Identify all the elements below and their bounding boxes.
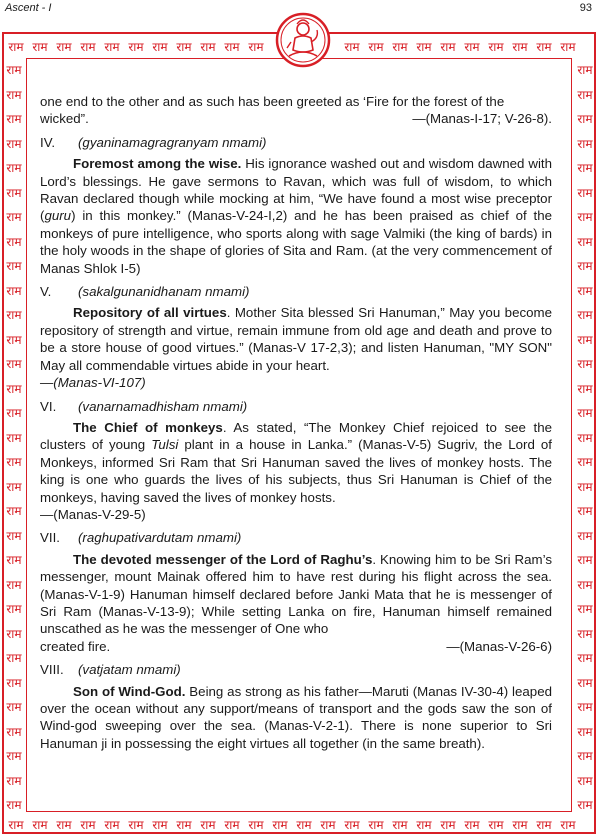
citation: —(Manas-I-17; V-26-8). xyxy=(412,111,552,127)
section-heading-6: VI. (vanarnamadhisham nmami) xyxy=(40,398,248,414)
ram-border-word: राम xyxy=(512,40,528,54)
citation: —(Manas-V-29-5) xyxy=(40,506,146,522)
ram-border-word: राम xyxy=(248,818,264,832)
ram-border-word: राम xyxy=(6,773,22,788)
ram-border-word: राम xyxy=(80,818,96,832)
ram-border-word: राम xyxy=(577,528,593,543)
ram-border-word: राम xyxy=(577,626,593,641)
page-body xyxy=(40,93,552,752)
section-heading-4: IV. (gyaninamagragranyam nmami) xyxy=(40,134,267,150)
ram-border-word: राम xyxy=(577,357,593,371)
ram-border-word: राम xyxy=(577,283,593,298)
section-4-paragraph: Foremost among the wise. His ignorance washed out and wisdom dawned with Lord’s blessings. He gave sermons to Ravan, which was full of wisdom, to which Ravan declared though while mocking at him, “We have found a most wise preceptor (guru) in this monkey.” (Manas-V-24-I,2) and he has been praised as chief of the monkeys of pure intelligence, who sports along with sage Valmiki (the king of bards) in the holy woods in the shape of glories of Sita and Ram. (at the very commencement of Manas Shlok I-5) xyxy=(40,156,552,276)
ram-border-word: राम xyxy=(6,675,22,690)
ram-border-word: राम xyxy=(128,40,144,54)
section-7-paragraph: The devoted messenger of the Lord of Raghu’s. Knowing him to be Sri Ram’s messenger, mount Mainak offered him to have rest during his flight across the sea. (Manas-V-1-9) Hanuman himself declared before Janki Mata that he is messenger of Sri Ram (Manas-V-13-9); While setting Lanka on fire, Hanuman himself remained unscathed as he was the messenger of One who xyxy=(40,551,552,637)
ram-border-word: राम xyxy=(368,40,384,54)
ram-border-word: राम xyxy=(536,40,552,54)
ram-border-word: राम xyxy=(560,40,576,54)
ram-border-word: राम xyxy=(577,63,593,77)
section-6-paragraph: The Chief of monkeys. As stated, “The Monkey Chief rejoiced to see the clusters of young Tulsi plant in a house in Lanka.” (Manas-V-5) Sugriv, the Lord of Monkeys, informed Sri Ram that Sri Hanuman saved the lives of monkey hosts. The king is one who guards the lives of his subjects, thus Sri Hanuman is Chief of the monkeys, having saved the lives of monkey hosts. xyxy=(40,419,552,505)
ram-border-word: राम xyxy=(577,136,593,151)
ram-border-word: राम xyxy=(416,40,432,54)
citation: —(Manas-VI-107) xyxy=(40,375,146,391)
section-5-paragraph: Repository of all virtues. Mother Sita blessed Sri Hanuman,” May you become repository of strength and virtue, remain immune from old age and death and prove to be a store house of good virtues.” (Manas-V 17-2,3); and listen Hanuman, "MY SON" May all commendable virtues abide in your heart. xyxy=(40,305,552,373)
ram-border-left xyxy=(2,58,26,818)
ram-border-word: राम xyxy=(176,40,192,54)
ram-border-word: राम xyxy=(6,234,22,249)
citation: —(Manas-V-26-6) xyxy=(446,638,552,654)
ram-border-word: राम xyxy=(6,798,22,812)
ram-border-word: राम xyxy=(344,40,360,54)
ram-border-word: राम xyxy=(577,798,593,812)
ram-border-word: राम xyxy=(344,818,360,832)
ram-border-word: राम xyxy=(224,40,240,54)
ram-border-word: राम xyxy=(6,308,22,322)
ram-border-word: राम xyxy=(6,112,22,126)
ram-border-word: राम xyxy=(392,818,408,832)
ram-border-word: राम xyxy=(488,818,504,832)
ram-border-word: राम xyxy=(6,210,22,224)
ram-border-word: राम xyxy=(512,818,528,832)
ram-border-word: राम xyxy=(6,553,22,567)
ram-border-word: राम xyxy=(577,308,593,322)
ram-border-word: राम xyxy=(440,818,456,832)
ram-border-word: राम xyxy=(6,136,22,151)
ram-border-word: राम xyxy=(464,818,480,832)
ram-border-word: राम xyxy=(6,283,22,298)
ram-border-word: राम xyxy=(577,210,593,224)
ram-border-word: राम xyxy=(577,553,593,567)
ram-border-word: राम xyxy=(392,40,408,54)
ram-border-word: राम xyxy=(200,40,216,54)
ram-border-word: राम xyxy=(560,818,576,832)
ram-border-word: राम xyxy=(56,40,72,54)
ram-border-word: राम xyxy=(577,87,593,102)
running-header-title: Ascent - I xyxy=(5,2,52,14)
ram-border-word: राम xyxy=(8,40,24,54)
ram-border-word: राम xyxy=(577,185,593,200)
ram-border-word: राम xyxy=(577,455,593,469)
ram-border-word: राम xyxy=(6,724,22,739)
ram-border-word: राम xyxy=(577,112,593,126)
ram-border-word: राम xyxy=(6,651,22,665)
ram-border-word: राम xyxy=(272,818,288,832)
page-number: 93 xyxy=(579,2,592,14)
ram-border-word: राम xyxy=(6,455,22,469)
ram-border-word: राम xyxy=(104,818,120,832)
ram-border-word: राम xyxy=(577,381,593,396)
ram-border-word: राम xyxy=(32,40,48,54)
citation-line: created fire. —(Manas-V-26-6) xyxy=(40,638,552,654)
ram-border-word: राम xyxy=(6,479,22,494)
ram-border-word: राम xyxy=(577,161,593,175)
ram-border-word: राम xyxy=(32,818,48,832)
ram-border-word: राम xyxy=(104,40,120,54)
ram-border-word: राम xyxy=(577,332,593,347)
ram-border-word: राम xyxy=(577,577,593,592)
ram-border-word: राम xyxy=(6,577,22,592)
ram-border-word: राम xyxy=(577,430,593,445)
ram-border-word: राम xyxy=(6,749,22,763)
ram-border-word: राम xyxy=(200,818,216,832)
ram-border-word: राम xyxy=(577,675,593,690)
ram-border-word: राम xyxy=(577,234,593,249)
ram-border-word: राम xyxy=(6,381,22,396)
ram-border-word: राम xyxy=(416,818,432,832)
ram-border-word: राम xyxy=(248,40,264,54)
ram-border-word: राम xyxy=(128,818,144,832)
section-heading-8: VIII. (vatjatam nmami) xyxy=(40,662,181,678)
ram-border-right xyxy=(573,58,597,818)
ram-border-word: राम xyxy=(577,479,593,494)
ram-border-word: राम xyxy=(577,406,593,420)
citation-line: wicked”. —(Manas-I-17; V-26-8). xyxy=(40,111,552,127)
ram-border-word: राम xyxy=(6,504,22,518)
ram-border-word: राम xyxy=(6,259,22,273)
ram-border-bottom xyxy=(4,816,580,833)
ram-border-word: राम xyxy=(6,63,22,77)
ram-border-word: राम xyxy=(488,40,504,54)
ram-border-word: राम xyxy=(6,357,22,371)
ram-border-word: राम xyxy=(8,818,24,832)
ram-border-word: राम xyxy=(577,259,593,273)
ram-border-word: राम xyxy=(6,602,22,616)
ram-border-word: राम xyxy=(6,700,22,714)
section-heading-5: V. (sakalgunanidhanam nmami) xyxy=(40,284,250,300)
ram-border-word: राम xyxy=(464,40,480,54)
ram-border-word: राम xyxy=(152,818,168,832)
hanuman-emblem-icon xyxy=(275,12,331,68)
ram-border-word: राम xyxy=(296,818,312,832)
ram-border-word: राम xyxy=(368,818,384,832)
ram-border-word: राम xyxy=(577,700,593,714)
ram-border-word: राम xyxy=(6,626,22,641)
ram-border-word: राम xyxy=(224,818,240,832)
ram-border-word: राम xyxy=(577,773,593,788)
ram-border-word: राम xyxy=(577,651,593,665)
ram-border-word: राम xyxy=(577,724,593,739)
ram-border-word: राम xyxy=(320,818,336,832)
ram-border-word: राम xyxy=(440,40,456,54)
section-heading-7: VII. (raghupativardutam nmami) xyxy=(40,530,242,546)
section-8-paragraph: Son of Wind-God. Being as strong as his father—Maruti (Manas IV-30-4) leaped over the ocean without any support/means of transport and the gods saw the son of Wind-god sweeping over the sea. (Manas-V-2-1). There is none superior to Sri Hanuman ji in possessing the eight virtues all together (in the same breath). xyxy=(40,683,552,751)
paragraph-continuation: one end to the other and as such has been greeted as ‘Fire for the forest of the xyxy=(40,94,505,109)
ram-border-word: राम xyxy=(577,749,593,763)
ram-border-word: राम xyxy=(152,40,168,54)
ram-border-word: राम xyxy=(176,818,192,832)
ram-border-word: राम xyxy=(6,430,22,445)
ram-border-word: राम xyxy=(6,87,22,102)
ram-border-word: राम xyxy=(80,40,96,54)
ram-border-word: राम xyxy=(56,818,72,832)
ram-border-word: राम xyxy=(6,161,22,175)
ram-border-word: राम xyxy=(6,406,22,420)
ram-border-word: राम xyxy=(6,332,22,347)
ram-border-word: राम xyxy=(577,602,593,616)
ram-border-word: राम xyxy=(536,818,552,832)
ram-border-word: राम xyxy=(6,528,22,543)
ram-border-word: राम xyxy=(577,504,593,518)
ram-border-word: राम xyxy=(6,185,22,200)
